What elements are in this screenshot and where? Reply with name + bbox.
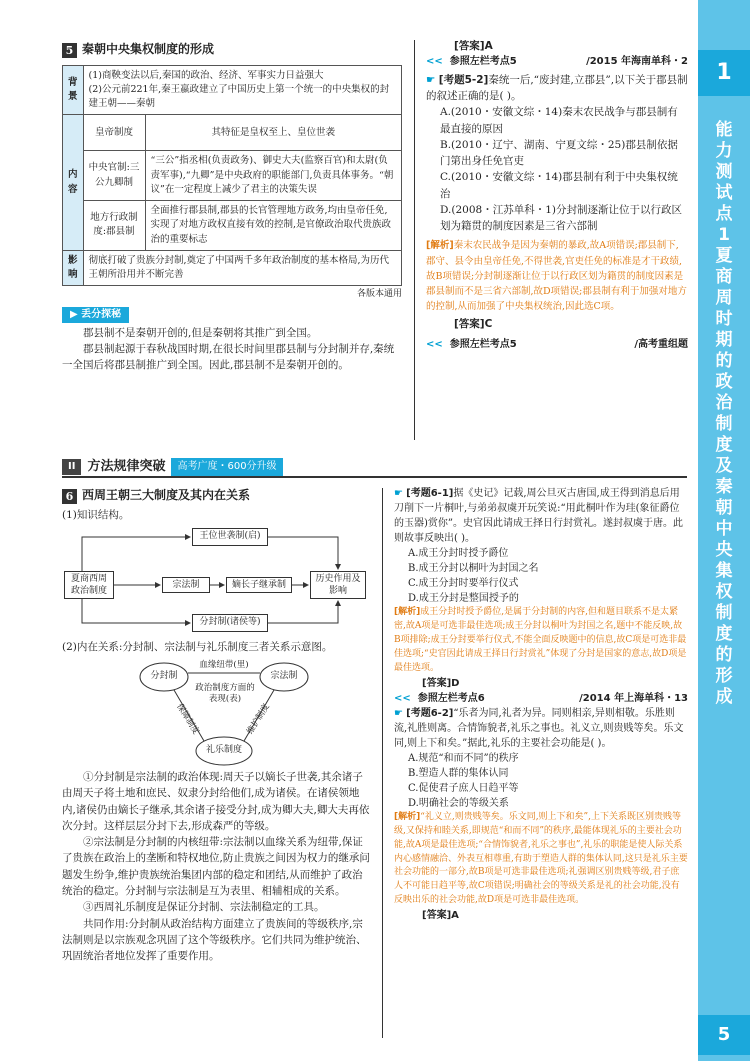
right-top-column [426, 38, 688, 352]
lost-points-text-1: 郡县制不是秦朝开创的,但是秦朝将其推广到全国。 [83, 326, 318, 339]
historical-role-box: 历史作用及影响 [310, 571, 366, 599]
lost-points-text-2: 郡县制起源于春秋战国时期,在很长时间里郡县制与分封制并存,秦统一全国后将郡县制推广到全国。因此,郡县制不是秦朝开创的。 [62, 343, 395, 372]
right-bottom-column [394, 486, 688, 923]
q2-option-b: B.塑造人群的集体认同 [408, 767, 509, 779]
xia-shang-zhou-box: 夏商西周政治制度 [64, 571, 114, 599]
method-tag: 高考广度・600分升级 [171, 458, 282, 476]
option-b: B.(2010・辽宁、湖南、宁夏文综・25)郡县制依据门第出身任免官吏 [440, 138, 678, 168]
reference-3-source: /2014 年上海单科・13 [579, 692, 688, 704]
q1-analysis-text: 成王分封时授予爵位,是属于分封制的内容,但和题目联系不是太紧密,故A项是可选非最佳选项;成王分封以桐叶为封国之名,题中不能反映,故B项排除;成王分封要举行仪式,不能全面反映题中的信息,故C项是可选非最佳选项;“史官因此请成王择日行封赏礼”体现了分封是国家的意志,故D项是最佳选项。 [394, 607, 687, 673]
version-note: 各版本通用 [356, 289, 402, 300]
option-a: A.(2010・安徽文综・14)秦末农民战争与郡县制有最直接的原因 [440, 106, 678, 135]
method-number: II [62, 459, 81, 475]
reference-1: 参照左栏考点5 [449, 56, 517, 68]
reference-line-2: << 参照左栏考点5 /高考重组题 [426, 337, 688, 353]
impact-text: 彻底打破了贵族分封制,奠定了中国两千多年政治制度的基本格局,为历代王朝所沿用并不断完善 [83, 250, 401, 286]
structure-diagram [62, 525, 372, 635]
qin-system-table [62, 65, 402, 287]
section-5-title: 秦朝中央集权制度的形成 [82, 42, 215, 56]
question-6-2-number: [考题6-2] [406, 707, 454, 719]
emperor-system-label: 皇帝制度 [83, 115, 145, 151]
q1-option-c: C.成王分封时要举行仪式 [408, 578, 519, 589]
section-6-number: 6 [62, 489, 77, 504]
reference-line-3: << 参照左栏考点6 /2014 年上海单科・13 [394, 692, 688, 704]
chapter-title: 能力测试点1 夏商周时期的政治制度及秦朝中央集权制度的形成 [715, 120, 733, 707]
q1-option-a: A.成王分封时授予爵位 [408, 548, 509, 559]
reference-2: 参照左栏考点5 [449, 338, 517, 350]
question-6-1-number: [考题6-1] [406, 488, 454, 499]
section-6-title: 西周王朝三大制度及其内在关系 [82, 488, 251, 502]
q2-analysis-text: “礼义立,则贵贱等矣。乐文同,则上下和矣”,上下关系既区别贵贱等级,又保持和睦关系,即规范“和而不同”的秩序,最能体现礼乐的主要社会功能,故A项是最佳选项;“合情饰貌者,礼乐之事也”,礼乐的职能是使人际关系内心感情融洽、外表互相尊重,有助于塑造人群的集体认同,这只是礼乐主要社会功能的一部分,故B项是可选非最佳选项;礼强调区别贵贱等级,君子庶人不可能日趋平等,故C项错误;明确社会的等级关系是礼的社会功能,没有反映出乐的社会功能,故D项是可选非最佳选项。 [394, 811, 688, 906]
q2-option-c: C.促使君子庶人日趋平等 [408, 782, 519, 794]
zongfa-node: 宗法制 [270, 671, 298, 682]
background-point-2: (2)公元前221年,秦王嬴政建立了中国历史上第一个统一的中央集权的封建王朝——秦朝 [88, 83, 390, 110]
answer-6-2: [答案]A [422, 910, 459, 922]
central-system-label: 中央官制:三公九卿制 [83, 151, 145, 201]
question-5-2-text: 秦统一后,“废封建,立郡县”,以下关于郡县制的叙述正确的是( )。 [426, 73, 688, 103]
relation-diagram [62, 657, 372, 769]
blood-tie-label: 血缘纽带(里) [199, 660, 249, 671]
column-divider-bottom [382, 488, 383, 1038]
fenfeng-box: 分封制(诸侯等) [192, 614, 268, 632]
question-6-2-text: “乐者为同,礼者为异。同则相亲,异则相敬。乐胜则流,礼胜则离。合情饰貌者,礼乐之事也。礼义立,则贵贱等矣。乐文同,则上下和矣。”据此,礼乐的主要社会功能是( )。 [394, 707, 684, 749]
emperor-system-text: 其特征是皇权至上、皇位世袭 [145, 115, 401, 151]
previous-answer: [答案]A [454, 40, 493, 52]
impact-label: 影响 [63, 250, 84, 286]
analysis-label: [解析] [426, 240, 454, 252]
analysis-5-2 [426, 238, 688, 314]
analysis-text: 秦末农民战争是因为秦朝的暴政,故A项错误;郡县制下,郡守、县令由皇帝任免,不得世袭,官吏任免的标准是才干政绩,故B项错误;分封制逐渐让位于以行政区划为籍贯的制度因素是郡县制而不是三省六部制,故D项错误;郡县制有利于加强对地方的控制,从而加强了中央集权统治,因此选C项。 [426, 240, 687, 313]
lost-points-title: 丢分探秘 [81, 309, 122, 321]
question-6-1: ☛ [考题6-1]据《史记》记载,周公旦灭古唐国,成王得到消息后用刀削下一片桐叶,与弟弟叔虞开玩笑说:“用此桐叶作为珪(象征爵位的玉器)赏你”。史官因此请成王择日行封赏礼。遂封叔虞于唐。此则故事反映出( )。 [394, 488, 684, 544]
background-point-1: (1)商鞅变法以后,秦国的政治、经济、军事实力日益强大 [88, 69, 324, 81]
reference-3: 参照左栏考点6 [417, 692, 485, 704]
hereditary-throne-box: 王位世袭制(启) [192, 528, 268, 546]
zongfa-box: 宗法制 [162, 577, 210, 593]
liyue-node: 礼乐制度 [205, 745, 242, 756]
reference-1-source: /2015 年海南单科・2 [586, 56, 688, 68]
q1-option-d: D.成王分封是整国授予的 [408, 593, 519, 604]
analysis-6-1 [394, 606, 688, 676]
answer-6-1: [答案]D [422, 677, 460, 689]
option-c: C.(2010・安徽文综・14)郡县制有利于中央集权统治 [440, 171, 678, 200]
content-label: 内容 [63, 115, 84, 251]
paragraph-4: 共同作用:分封制从政治结构方面建立了贵族间的等级秩序,宗法制则是以宗族观念巩固了这个等级秩序。它们共同为维护统治、巩固统治者地位发挥了重要作用。 [62, 917, 367, 963]
question-5-2: ☛ [考题5-2]秦统一后,“废封建,立郡县”,以下关于郡县制的叙述正确的是( )。 [426, 73, 688, 103]
q2-option-a: A.规范“和而不同”的秩序 [408, 752, 519, 764]
local-system-label: 地方行政制度:郡县制 [83, 201, 145, 251]
answer-5-2: [答案]C [454, 318, 493, 331]
local-system-text: 全面推行郡县制,郡县的长官管理地方政务,均由皇帝任免,实现了对地方政权直接有效的控制,是官僚政治取代贵族政治的重要标志 [145, 201, 401, 251]
page-number: 5 [698, 1015, 750, 1055]
question-5-2-number: [考题5-2] [438, 73, 489, 86]
q2-option-d: D.明确社会的等级关系 [408, 797, 509, 809]
paragraph-1: ①分封制是宗法制的政治体现:周天子以嫡长子世袭,其余诸子由周天子将土地和庶民、奴隶分封给他们,成为诸侯。在诸侯领地内,诸侯仍由嫡长子继承,其余诸子接受分封,成为卿大夫,卿大夫再依次分封。这样层层分封下去,形成森严的等级。 [62, 771, 370, 832]
paragraph-3: ③西周礼乐制度是保证分封制、宗法制稳定的工具。 [83, 901, 325, 914]
analysis-6-2 [394, 811, 688, 909]
q1-option-b: B.成王分封以桐叶为封国之名 [408, 563, 539, 574]
reference-line-1: << 参照左栏考点5 /2015 年海南单科・2 [426, 54, 688, 70]
question-6-1-text: 据《史记》记载,周公旦灭古唐国,成王得到消息后用刀削下一片桐叶,与弟弟叔虞开玩笑说:“用此桐叶作为珪(象征爵位的玉器)赏你”。史官因此请成王择日行封赏礼。遂封叔虞于唐。此则故事反映出( )。 [394, 488, 684, 544]
section-5-number: 5 [62, 43, 77, 58]
q2-analysis-label: [解析] [394, 811, 421, 822]
inner-relation-label: (2)内在关系:分封制、宗法制与礼乐制度三者关系示意图。 [62, 640, 333, 653]
knowledge-structure-label: (1)知识结构。 [62, 508, 130, 521]
chapter-number: 1 [698, 50, 750, 96]
primogeniture-box: 嫡长子继承制 [226, 577, 292, 593]
section-5 [62, 40, 402, 374]
maintain-label: 维护制度 [245, 702, 272, 737]
method-section-header [62, 458, 687, 478]
column-divider-top [414, 40, 415, 440]
central-system-text: “三公”指丞相(负责政务)、御史大夫(监察百官)和太尉(负责军事),“九卿”是中央政府的职能部门,负责具体事务。“朝议”在一定程度上减少了君主的决策失误 [145, 151, 401, 201]
q1-analysis-label: [解析] [394, 607, 421, 617]
question-6-2: ☛ [考题6-2]“乐者为同,礼者为异。同则相亲,异则相敬。乐胜则流,礼胜则离。合情饰貌者,礼乐之事也。礼义立,则贵贱等矣。乐文同,则上下和矣。”据此,礼乐的主要社会功能是( )。 [394, 707, 684, 749]
guarantee-label: 保障制度 [174, 702, 201, 737]
fenfeng-node: 分封制 [150, 671, 178, 682]
chapter-sidebar [698, 0, 750, 1061]
paragraph-2: ②宗法制是分封制的内核纽带:宗法制以血缘关系为纽带,保证了贵族在政治上的垄断和特权地位,防止贵族之间因为权力的继承问题发生纷争,维护贵族统治集团内部的稳定和团结,从而维护了政治统治的稳定。分封制与宗法制是互为表里、相辅相成的关系。 [62, 836, 370, 897]
method-title: 方法规律突破 [87, 458, 166, 474]
option-d: D.(2008・江苏单科・1)分封制逐渐让位于以行政区划为籍贯的制度因素是三省六部制 [440, 203, 682, 233]
background-label: 背景 [63, 65, 84, 115]
political-expression-label: 政治制度方面的表现(表) [195, 683, 255, 705]
lost-points-tag: ▶ 丢分探秘 [62, 307, 129, 323]
section-6 [62, 486, 372, 964]
reference-2-source: /高考重组题 [634, 338, 688, 350]
